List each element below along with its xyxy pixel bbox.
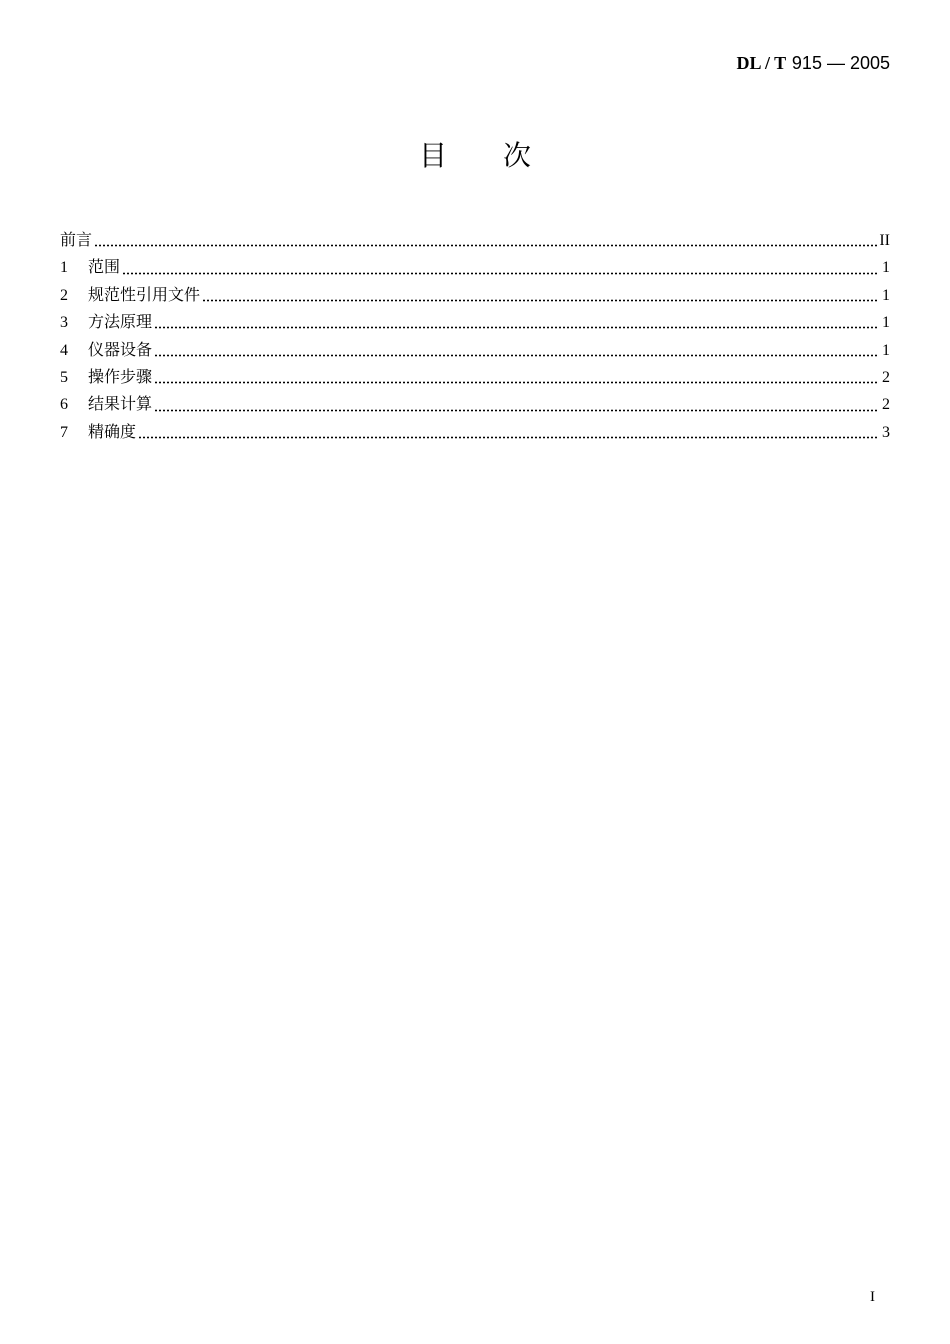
toc-entry-number: 6	[60, 396, 68, 414]
toc-entry-4[interactable]	[60, 338, 890, 365]
toc-entry-page: 1	[882, 341, 890, 359]
toc-leader-dots	[202, 299, 878, 302]
toc-entry-foreword[interactable]	[60, 228, 890, 255]
toc-entry-page: 1	[882, 314, 890, 332]
toc-leader-dots	[138, 436, 878, 439]
table-of-contents	[60, 228, 890, 447]
toc-entry-2[interactable]	[60, 283, 890, 310]
toc-entry-label: 结果计算	[88, 394, 153, 414]
toc-entry-label: 操作步骤	[88, 366, 153, 386]
toc-leader-dots	[94, 244, 877, 247]
toc-entry-number: 7	[60, 423, 68, 441]
toc-entry-label: 精确度	[88, 421, 137, 441]
toc-entry-3[interactable]	[60, 310, 890, 337]
toc-entry-number: 4	[60, 341, 68, 359]
toc-entry-number: 1	[60, 259, 68, 277]
toc-entry-number: 2	[60, 286, 68, 304]
toc-leader-dots	[154, 354, 878, 357]
toc-entry-label: 方法原理	[88, 312, 153, 332]
toc-entry-page: 3	[882, 423, 890, 441]
toc-entry-page: 2	[882, 368, 890, 386]
toc-leader-dots	[154, 381, 878, 384]
toc-entry-page: II	[879, 232, 890, 249]
toc-entry-page: 1	[882, 259, 890, 277]
toc-entry-7[interactable]	[60, 420, 890, 447]
toc-leader-dots	[154, 326, 878, 329]
toc-entry-5[interactable]	[60, 365, 890, 392]
toc-entry-6[interactable]	[60, 392, 890, 419]
page-title	[0, 138, 950, 174]
toc-entry-1[interactable]	[60, 255, 890, 282]
toc-entry-label: 规范性引用文件	[88, 284, 201, 304]
page-number: I	[870, 1289, 875, 1305]
standard-code	[736, 52, 890, 75]
toc-entry-number: 3	[60, 314, 68, 332]
toc-entry-label: 前言	[60, 230, 93, 249]
toc-entry-page: 1	[882, 286, 890, 304]
toc-entry-label: 仪器设备	[88, 339, 153, 359]
toc-leader-dots	[122, 272, 878, 275]
page-title-char-1: 目	[418, 139, 447, 172]
toc-leader-dots	[154, 409, 878, 412]
page-title-char-2: 次	[503, 139, 532, 172]
toc-entry-label: 范围	[88, 257, 121, 277]
standard-code-prefix: DL / T	[736, 53, 787, 73]
standard-code-number: 915 — 2005	[791, 53, 890, 73]
toc-entry-page: 2	[882, 396, 890, 414]
toc-entry-number: 5	[60, 368, 68, 386]
